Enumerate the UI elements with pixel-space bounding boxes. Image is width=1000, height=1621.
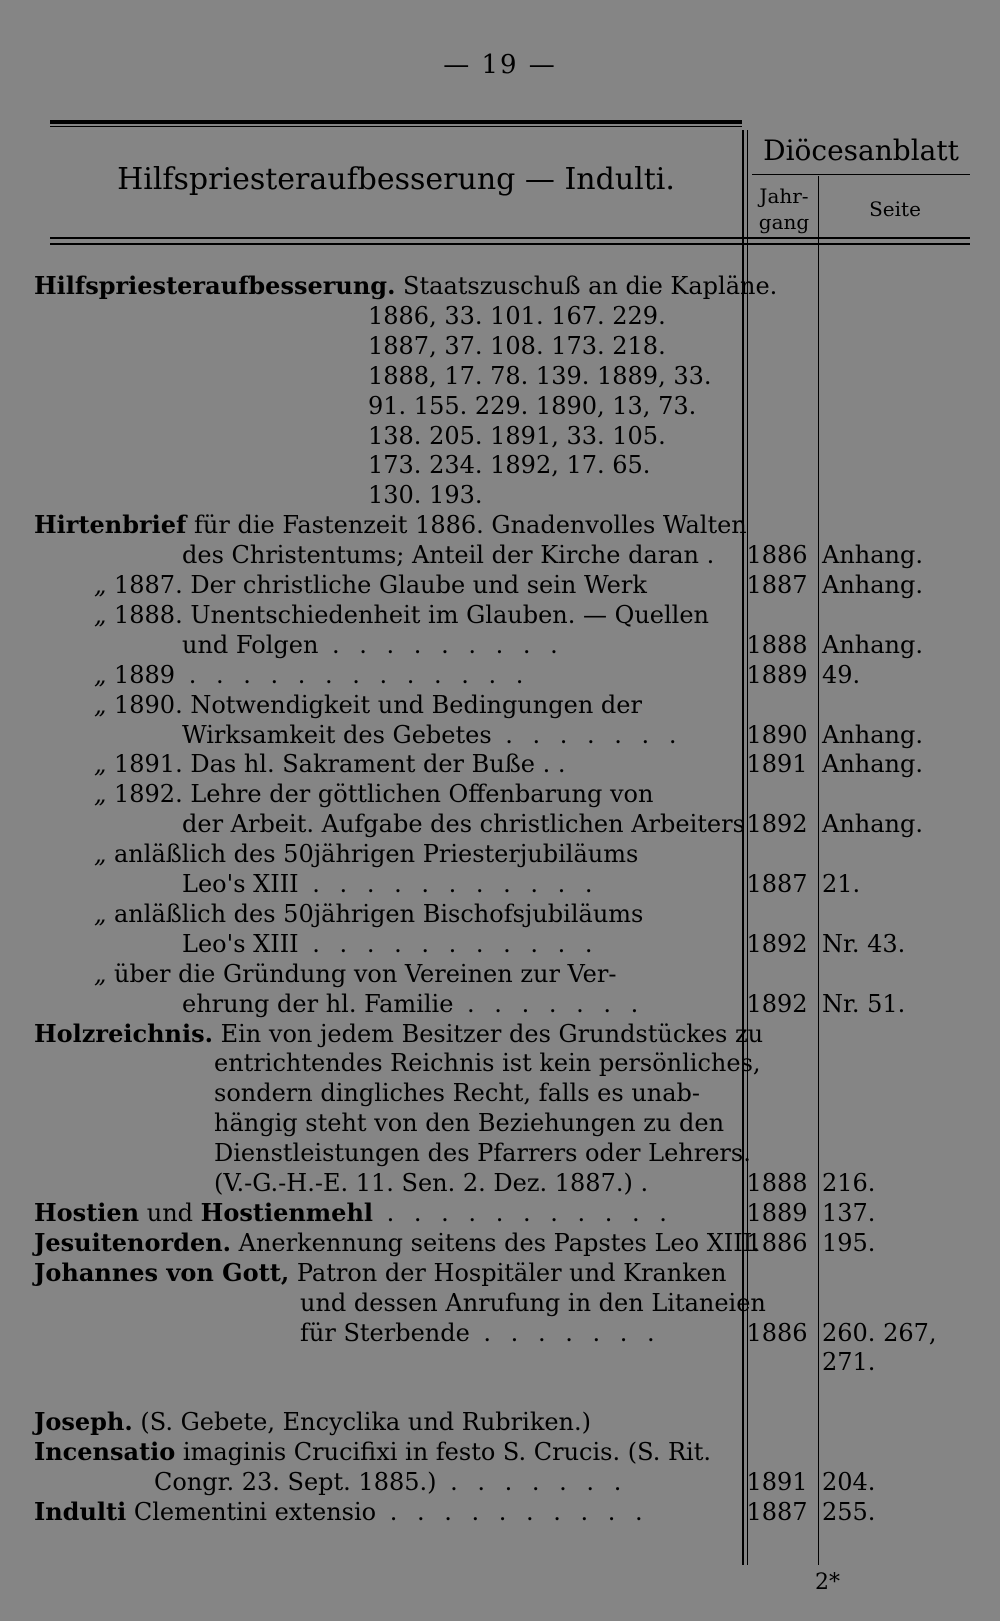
entry-year: 1886 (746, 1229, 808, 1257)
leader-dots: . . . . . . . . . . . (298, 930, 599, 958)
entry-year (744, 361, 810, 391)
entry-year: 1890 (746, 721, 808, 749)
entry-line (34, 1228, 760, 1258)
entry-line (34, 271, 778, 301)
entry-keyword: Jesuitenorden. (34, 1228, 232, 1257)
entry-text: über die Gründung von Vereinen zur Ver- (114, 960, 617, 988)
entry-line (214, 1108, 738, 1138)
entry-line (182, 989, 738, 1019)
entry-line (94, 660, 738, 690)
entry-line (94, 749, 738, 779)
entry-text: Anerkennung seitens des Papstes Leo XIII. (231, 1229, 760, 1257)
entry-text: (S. Gebete, Encyclika und Rubriken.) (132, 1408, 592, 1436)
entry-text: 130. 193. (368, 481, 483, 509)
entry-line (182, 540, 738, 570)
header-bottom-rule-2 (50, 243, 970, 245)
ditto-mark: „ (94, 691, 107, 719)
entry-line (368, 450, 738, 480)
leader-dots: . . . . . . . . . . (376, 1498, 649, 1526)
header-col-group: Diöcesanblatt (763, 134, 959, 167)
entry-text: Wirksamkeit des Gebetes (182, 721, 492, 749)
entry-keyword: Johannes von Gott, (34, 1258, 290, 1287)
entry-text: 91. 155. 229. 1890, 13, 73. (368, 392, 697, 420)
entry-text: 1890. Notwendigkeit und Bedingungen der (114, 691, 642, 719)
entry-text: ehrung der hl. Familie (182, 990, 454, 1018)
ditto-mark: „ (94, 601, 107, 629)
entry-year: 1888 (746, 631, 808, 659)
entry-line (300, 1318, 738, 1348)
entry-line (34, 1407, 738, 1437)
entry-year (744, 510, 810, 540)
entry-text: hängig steht von den Beziehungen zu den (214, 1109, 725, 1137)
entry-line (34, 510, 747, 540)
entry-page: 49. (822, 661, 861, 689)
header-top-rule-thick (50, 120, 742, 124)
entry-text: 1887, 37. 108. 173. 218. (368, 332, 666, 360)
entry-page: Anhang. (822, 541, 924, 569)
entry-year (744, 391, 810, 421)
leader-dots: . . . . . . . (491, 721, 683, 749)
entry-text: für Sterbende (300, 1319, 470, 1347)
entry-line (214, 1078, 738, 1108)
entry-line (182, 809, 745, 839)
entry-year: 1886 (746, 1319, 808, 1347)
header-group-rule (752, 174, 970, 175)
entry-line (368, 361, 738, 391)
leader-dots: . . . . . . . (453, 990, 645, 1018)
entry-text: Leo's XIII (182, 870, 299, 898)
entry-year: 1887 (746, 870, 808, 898)
entry-text: imaginis Crucifixi in festo S. Crucis. (S. Rit. (175, 1438, 711, 1466)
entry-year (744, 271, 810, 301)
entry-text: 1886, 33. 101. 167. 229. (368, 302, 666, 330)
entry-page: 260. 267, (822, 1319, 937, 1347)
entry-year (744, 1108, 810, 1138)
entry-keyword: Incensatio (34, 1437, 176, 1466)
entry-year (744, 1078, 810, 1108)
column-separator-mid (818, 176, 819, 1565)
entry-year (744, 480, 810, 510)
entry-year (744, 1347, 810, 1377)
entry-year (744, 600, 810, 630)
entry-line (34, 1377, 738, 1407)
entry-line (34, 1019, 764, 1049)
entry-page: Anhang. (822, 750, 924, 778)
entry-year: 1892 (746, 990, 808, 1018)
entry-year: 1886 (746, 541, 808, 569)
header-bottom-rule-1 (50, 237, 970, 239)
entry-year (744, 301, 810, 331)
entry-line (214, 1048, 761, 1078)
entry-year (744, 331, 810, 361)
entry-line (94, 959, 738, 989)
entry-year (744, 690, 810, 720)
entry-line (368, 301, 738, 331)
entry-line (368, 391, 738, 421)
entry-page: Anhang. (822, 810, 924, 838)
entry-year (744, 1258, 810, 1288)
entry-page: 21. (822, 870, 861, 898)
entry-keyword: Holzreichnis. (34, 1019, 213, 1048)
entry-text: anläßlich des 50jährigen Priesterjubiläums (114, 840, 639, 868)
entry-line (34, 1437, 738, 1467)
entry-text: Congr. 23. Sept. 1885.) (154, 1468, 437, 1496)
ditto-mark: „ (94, 780, 107, 808)
entry-text: des Christentums; Anteil der Kirche daran . (182, 541, 715, 569)
header-title: Hilfspriesteraufbesserung — Indulti. (117, 162, 675, 197)
ditto-mark: „ (94, 840, 107, 868)
entry-page: Anhang. (822, 571, 924, 599)
entry-year (744, 1288, 810, 1318)
leader-dots: . . . . . . . (469, 1319, 661, 1347)
ditto-mark: „ (94, 900, 107, 928)
entry-line (94, 899, 738, 929)
entry-line (368, 480, 738, 510)
entry-keyword: Joseph. (34, 1407, 133, 1436)
entry-year (744, 959, 810, 989)
entry-page: 271. (822, 1348, 876, 1376)
leader-dots: . . . . . . . . . . . . . (175, 661, 530, 689)
entry-text: Leo's XIII (182, 930, 299, 958)
entry-year: 1892 (746, 930, 808, 958)
entry-line (214, 1138, 751, 1168)
entry-text: und (139, 1199, 201, 1227)
entry-year: 1889 (746, 1199, 808, 1227)
entry-line (182, 630, 738, 660)
entry-line (94, 690, 738, 720)
entry-line (368, 421, 738, 451)
entry-line (182, 929, 738, 959)
entry-text: Clementini extensio (126, 1498, 377, 1526)
header-col-page: Seite (869, 197, 921, 221)
entry-line (94, 839, 738, 869)
entry-year: 1887 (746, 1498, 808, 1526)
entry-page: Nr. 43. (822, 930, 906, 958)
entry-year (744, 1377, 810, 1407)
entry-page: Anhang. (822, 631, 924, 659)
leader-dots: . . . . . . . . . . . (298, 870, 599, 898)
entry-text: 1892. Lehre der göttlichen Offenbarung von (114, 780, 654, 808)
entry-line (182, 720, 738, 750)
entry-page: Anhang. (822, 721, 924, 749)
entry-line (154, 1467, 738, 1497)
entry-year: 1891 (746, 750, 808, 778)
entry-line (300, 1288, 766, 1318)
entry-text: 1889 (114, 661, 176, 689)
ditto-mark: „ (94, 661, 107, 689)
entry-line (34, 1497, 738, 1527)
entry-text: (V.-G.-H.-E. 11. Sen. 2. Dez. 1887.) . (214, 1169, 649, 1197)
entry-year (744, 779, 810, 809)
entry-year (744, 899, 810, 929)
leader-dots: . . . . . . . (436, 1468, 628, 1496)
leader-dots: . . . . . . . . . . . (373, 1199, 673, 1227)
entry-page: Nr. 51. (822, 990, 906, 1018)
entry-text: Patron der Hospitäler und Kranken (289, 1259, 727, 1287)
entry-text: 1888. Unentschiedenheit im Glauben. — Quellen (114, 601, 709, 629)
signature-mark: 2* (815, 1570, 840, 1595)
entry-line (94, 600, 738, 630)
entry-page: 204. (822, 1468, 876, 1496)
entry-keyword: Hostien (34, 1198, 140, 1227)
entry-text: 1887. Der christliche Glaube und sein Werk (114, 571, 647, 599)
entry-keyword: Hostienmehl (200, 1198, 374, 1227)
entry-year (744, 450, 810, 480)
entry-line (94, 570, 738, 600)
entry-text: sondern dingliches Recht, falls es unab- (214, 1079, 701, 1107)
entry-text: und dessen Anrufung in den Litaneien (300, 1289, 766, 1317)
ditto-mark: „ (94, 571, 107, 599)
entry-line (94, 779, 738, 809)
entry-year (744, 1019, 810, 1049)
entry-text: 138. 205. 1891, 33. 105. (368, 422, 666, 450)
entry-year: 1888 (746, 1169, 808, 1197)
entry-line (182, 869, 738, 899)
leader-dots: . . . . . . . . . (318, 631, 564, 659)
entry-keyword: Hilfspriesteraufbesserung. (34, 271, 396, 300)
entry-year: 1891 (746, 1468, 808, 1496)
entry-text: Staatszuschuß an die Kapläne. (395, 272, 778, 300)
entry-text: entrichtendes Reichnis ist kein persönliches, (214, 1049, 761, 1077)
ditto-mark: „ (94, 750, 107, 778)
entry-year: 1889 (746, 661, 808, 689)
entry-text: 173. 234. 1892, 17. 65. (368, 451, 651, 479)
entry-page: 216. (822, 1169, 876, 1197)
entry-page: 137. (822, 1199, 876, 1227)
header-top-rule-thin (50, 126, 742, 127)
entry-text: 1891. Das hl. Sakrament der Buße . . (114, 750, 566, 778)
entry-year (744, 1138, 810, 1168)
entry-year (744, 1407, 810, 1437)
ditto-mark: „ (94, 960, 107, 988)
entry-keyword: Indulti (34, 1497, 127, 1526)
entry-line (300, 1347, 738, 1377)
entry-year (744, 421, 810, 451)
entry-year (744, 1048, 810, 1078)
entry-line (34, 1258, 738, 1288)
entry-year (744, 1437, 810, 1467)
page-number: — 19 — (443, 50, 557, 80)
entry-year: 1892 (746, 810, 808, 838)
entry-text: 1888, 17. 78. 139. 1889, 33. (368, 362, 712, 390)
header-col-year: Jahr- gang (758, 184, 810, 234)
entry-text: anläßlich des 50jährigen Bischofsjubiläums (114, 900, 644, 928)
entry-text: Dienstleistungen des Pfarrers oder Lehrers. (214, 1139, 751, 1167)
entry-page: 255. (822, 1498, 876, 1526)
entry-text: Ein von jedem Besitzer des Grundstückes zu (212, 1020, 764, 1048)
entry-line (34, 1198, 738, 1228)
entry-text: für die Fastenzeit 1886. Gnadenvolles Walten (186, 511, 747, 539)
entry-year (744, 839, 810, 869)
entry-line (368, 331, 738, 361)
entry-page: 195. (822, 1229, 876, 1257)
entry-year: 1887 (746, 571, 808, 599)
entry-keyword: Hirtenbrief (34, 510, 187, 539)
entry-text: und Folgen (182, 631, 319, 659)
entry-line (214, 1168, 738, 1198)
entry-text: der Arbeit. Aufgabe des christlichen Arbeiters (182, 810, 745, 838)
